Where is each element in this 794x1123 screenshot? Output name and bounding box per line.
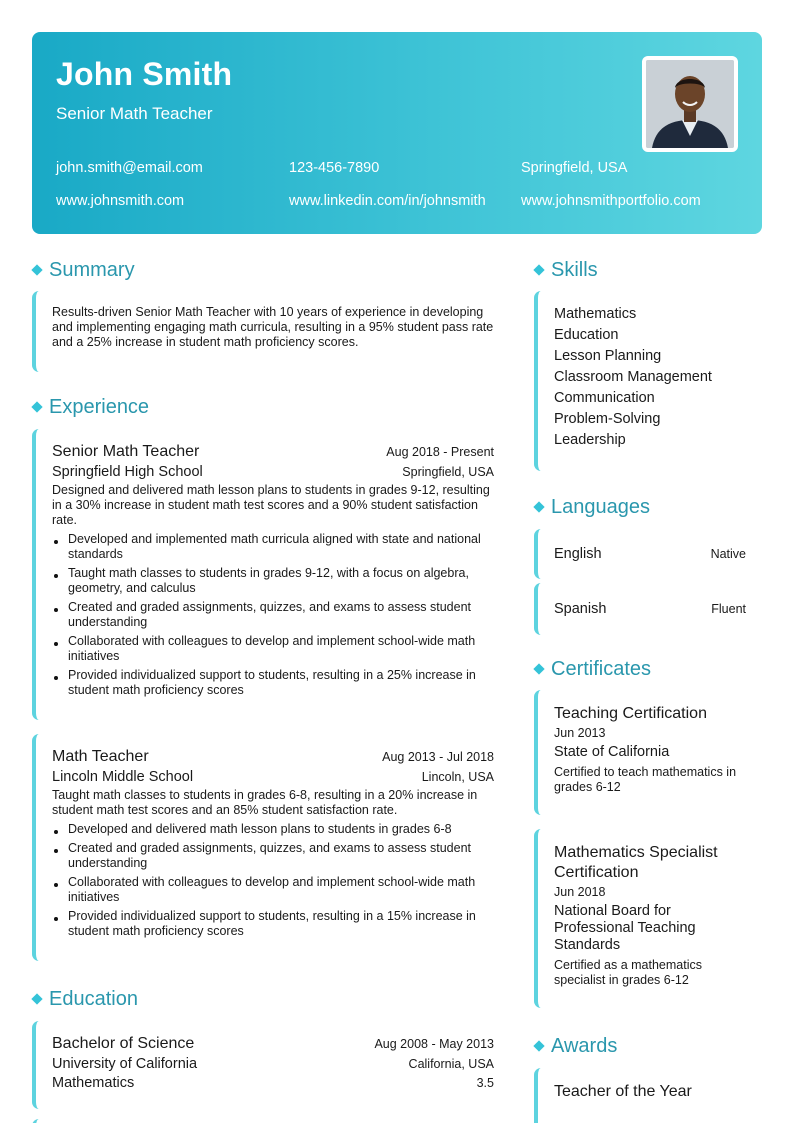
education-item-partial <box>32 1119 494 1123</box>
gpa: 3.5 <box>476 1076 494 1090</box>
skill-item: Lesson Planning <box>554 348 662 364</box>
candidate-title: Senior Math Teacher <box>56 104 213 123</box>
skill-item: Problem-Solving <box>554 411 661 427</box>
list-item: Developed and delivered math lesson plans to students in grades 6-8 <box>52 822 494 837</box>
certificate-description: Certified as a mathematics specialist in grades 6-12 <box>554 958 702 987</box>
degree: Bachelor of Science <box>52 1035 195 1052</box>
education-heading: Education <box>32 985 494 1013</box>
certificate-name: Teaching Certification <box>554 705 707 722</box>
certificate-issuer: National Board for Professional Teaching Standards <box>554 903 696 953</box>
list-item: Collaborated with colleagues to develop and implement school-wide math initiatives <box>52 875 494 905</box>
experience-item <box>32 429 494 720</box>
certificate-description: Certified to teach mathematics in grades 6-12 <box>554 765 737 794</box>
job-organization: Springfield High School <box>52 464 203 480</box>
language-item <box>534 583 762 635</box>
award-item <box>534 1068 762 1123</box>
skill-item: Education <box>554 327 619 343</box>
diamond-icon <box>533 663 544 674</box>
contact-location: Springfield, USA <box>521 160 628 176</box>
diamond-icon <box>31 401 42 412</box>
right-column <box>534 256 762 1123</box>
resume-header <box>32 32 762 234</box>
contact-email[interactable]: john.smith@email.com <box>56 160 203 176</box>
education-item <box>32 1021 494 1109</box>
profile-photo <box>642 56 738 152</box>
certificates-heading: Certificates <box>534 655 762 683</box>
language-item <box>534 529 762 579</box>
list-item: Taught math classes to students in grades 9-12, with a focus on algebra, geometry, and calculus <box>52 566 494 596</box>
job-description: Taught math classes to students in grades 6-8, resulting in a 20% increase in student math test scores and an 85% student satisfaction rate. <box>52 788 478 817</box>
contact-linkedin[interactable]: www.linkedin.com/in/johnsmith <box>289 193 486 209</box>
job-location: Springfield, USA <box>402 465 494 479</box>
certificate-issuer: State of California <box>554 744 670 760</box>
summary-heading: Summary <box>32 256 494 284</box>
award-name: Teacher of the Year <box>554 1083 692 1100</box>
candidate-name: John Smith <box>56 56 233 92</box>
certificate-item <box>534 690 762 815</box>
skills-card <box>534 291 762 471</box>
language-name: English <box>554 546 602 562</box>
job-description: Designed and delivered math lesson plans to students in grades 9-12, resulting in a 30% increase in student math test scores and a 90% student satisfaction rate. <box>52 483 490 527</box>
job-dates: Aug 2018 - Present <box>386 445 494 459</box>
job-dates: Aug 2013 - Jul 2018 <box>382 750 494 764</box>
certificate-date: Jun 2013 <box>554 726 606 740</box>
school-name: University of California <box>52 1056 198 1072</box>
skill-item: Classroom Management <box>554 369 712 385</box>
summary-card <box>32 291 494 372</box>
diamond-icon <box>31 993 42 1004</box>
diamond-icon <box>31 264 42 275</box>
field-of-study: Mathematics <box>52 1075 135 1091</box>
job-title: Senior Math Teacher <box>52 443 200 460</box>
certificate-date: Jun 2018 <box>554 885 606 899</box>
diamond-icon <box>533 501 544 512</box>
language-level: Fluent <box>711 602 746 616</box>
job-title: Math Teacher <box>52 748 149 765</box>
job-organization: Lincoln Middle School <box>52 769 194 785</box>
education-dates: Aug 2008 - May 2013 <box>374 1037 494 1051</box>
skills-heading: Skills <box>534 256 762 284</box>
list-item: Collaborated with colleagues to develop and implement school-wide math initiatives <box>52 634 494 664</box>
certificate-item <box>534 829 762 1008</box>
list-item: Provided individualized support to students, resulting in a 25% increase in student math proficiency scores <box>52 668 494 698</box>
list-item: Created and graded assignments, quizzes, and exams to assess student understanding <box>52 600 494 630</box>
certificate-name: Mathematics Specialist Certification <box>554 844 718 881</box>
contact-website[interactable]: www.johnsmith.com <box>56 193 185 209</box>
summary-text: Results-driven Senior Math Teacher with 10 years of experience in developing and implementing engaging math curricula, resulting in a 95% student pass rate and a 25% increase in student math proficiency scores. <box>52 305 494 349</box>
list-item: Developed and implemented math curricula aligned with state and national standards <box>52 532 494 562</box>
list-item: Provided individualized support to students, resulting in a 15% increase in student math proficiency scores <box>52 909 494 939</box>
experience-item <box>32 734 494 961</box>
languages-heading: Languages <box>534 493 762 521</box>
awards-heading: Awards <box>534 1032 762 1060</box>
skill-item: Leadership <box>554 432 626 448</box>
left-column <box>32 256 494 1123</box>
experience-heading: Experience <box>32 393 494 421</box>
job-bullets <box>52 532 494 698</box>
job-location: Lincoln, USA <box>421 770 494 784</box>
skill-item: Communication <box>554 390 655 406</box>
language-level: Native <box>710 547 746 561</box>
contact-phone[interactable]: 123-456-7890 <box>289 160 380 176</box>
diamond-icon <box>533 1040 544 1051</box>
language-name: Spanish <box>554 601 607 617</box>
list-item: Created and graded assignments, quizzes, and exams to assess student understanding <box>52 841 494 871</box>
skill-item: Mathematics <box>554 306 637 322</box>
diamond-icon <box>533 264 544 275</box>
contact-portfolio[interactable]: www.johnsmithportfolio.com <box>521 193 701 209</box>
school-location: California, USA <box>408 1057 494 1071</box>
job-bullets <box>52 822 494 939</box>
